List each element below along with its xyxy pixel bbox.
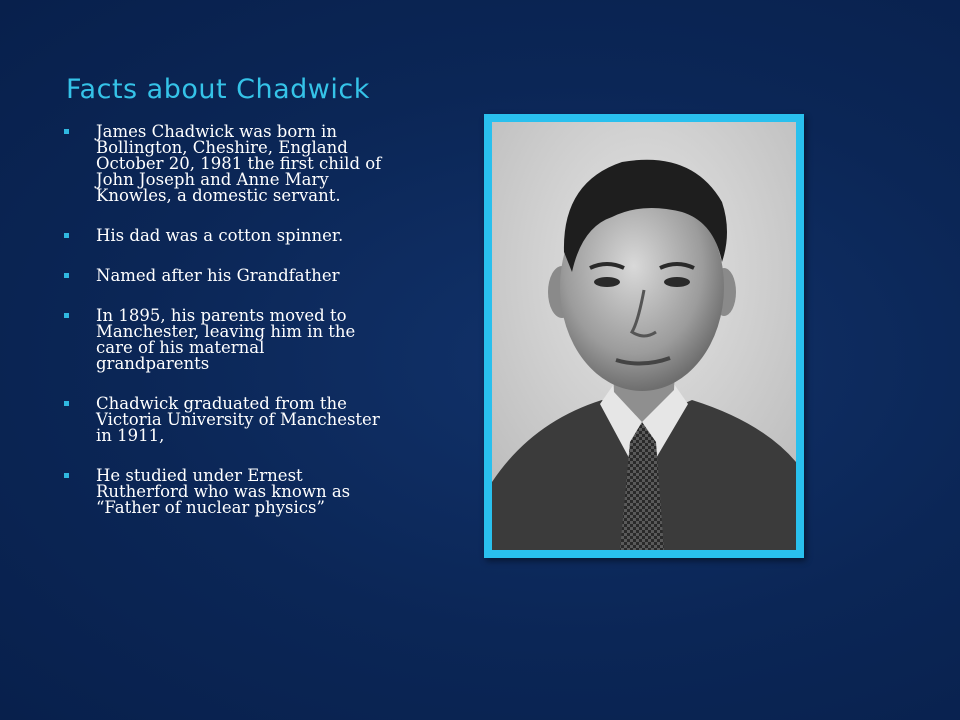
square-bullet-icon bbox=[64, 473, 69, 478]
bullet-item bbox=[62, 308, 382, 372]
square-bullet-icon bbox=[64, 313, 69, 318]
bullet-item bbox=[62, 396, 382, 444]
bullet-list bbox=[62, 124, 382, 540]
bullet-item bbox=[62, 468, 382, 516]
bullet-item bbox=[62, 124, 382, 204]
slide-title: Facts about Chadwick bbox=[66, 74, 370, 105]
square-bullet-icon bbox=[64, 273, 69, 278]
bullet-text: His dad was a cotton spinner. bbox=[96, 226, 344, 245]
portrait-photo-icon bbox=[492, 122, 796, 550]
bullet-text: James Chadwick was born in Bollington, Cheshire, England October 20, 1981 the first child of John Joseph and Anne Mary Knowles, a domestic servant. bbox=[96, 122, 382, 205]
square-bullet-icon bbox=[64, 401, 69, 406]
bullet-item bbox=[62, 228, 382, 244]
bullet-text: Chadwick graduated from the Victoria University of Manchester in 1911, bbox=[96, 394, 380, 445]
portrait-photo-frame bbox=[484, 114, 804, 558]
square-bullet-icon bbox=[64, 129, 69, 134]
bullet-item bbox=[62, 268, 382, 284]
bullet-text: Named after his Grandfather bbox=[96, 266, 340, 285]
bullet-text: In 1895, his parents moved to Manchester, leaving him in the care of his maternal grandparents bbox=[96, 306, 356, 373]
bullet-text: He studied under Ernest Rutherford who was known as “Father of nuclear physics” bbox=[96, 466, 351, 517]
square-bullet-icon bbox=[64, 233, 69, 238]
